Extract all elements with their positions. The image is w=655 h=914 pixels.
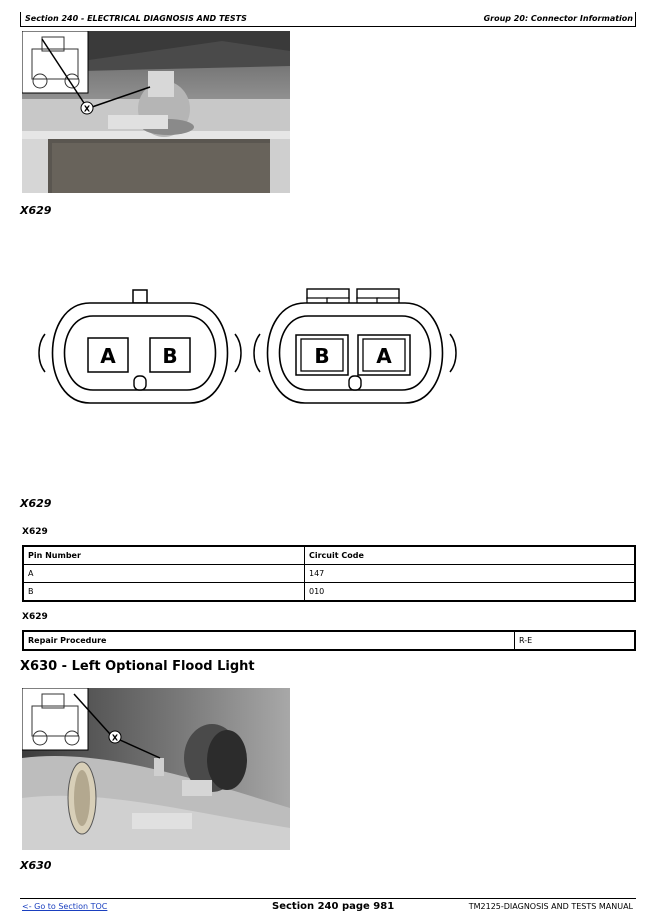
connector-face-terminal bbox=[39, 290, 241, 403]
photo2-callout: X bbox=[111, 733, 119, 743]
footer-page-number: Section 240 page 981 bbox=[272, 901, 395, 912]
circuit-cell: 010 bbox=[305, 583, 636, 602]
repair-procedure-header: Repair Procedure bbox=[23, 631, 515, 650]
photo-x630-illustration bbox=[22, 688, 290, 850]
left-pin-a: A bbox=[100, 344, 116, 368]
header-rule bbox=[20, 26, 636, 27]
photo-x630-location bbox=[22, 688, 290, 850]
section-title-x630: X630 - Left Optional Flood Light bbox=[20, 659, 255, 674]
pin-cell: B bbox=[23, 583, 305, 602]
connector-caption: X629 bbox=[20, 497, 52, 510]
table-row bbox=[23, 583, 635, 602]
connector-face-harness bbox=[254, 289, 456, 403]
pin-table-label: X629 bbox=[22, 527, 48, 537]
photo1-callout: X bbox=[83, 104, 91, 114]
footer-manual-title: TM2125-DIAGNOSIS AND TESTS MANUAL bbox=[468, 902, 633, 911]
header-rule-left bbox=[20, 12, 21, 27]
left-pin-b: B bbox=[162, 344, 178, 368]
pin-table-header-circuit: Circuit Code bbox=[305, 546, 636, 565]
header-section-title: Section 240 - ELECTRICAL DIAGNOSIS AND TESTS bbox=[25, 14, 247, 23]
photo2-caption: X630 bbox=[20, 859, 52, 872]
header-group-title: Group 20: Connector Information bbox=[483, 14, 633, 23]
table-row bbox=[23, 631, 635, 650]
right-pin-b: B bbox=[314, 344, 330, 368]
repair-table-label: X629 bbox=[22, 612, 48, 622]
pin-table bbox=[22, 545, 636, 602]
pin-cell: A bbox=[23, 565, 305, 583]
repair-procedure-link[interactable]: R-E bbox=[515, 631, 636, 650]
repair-table bbox=[22, 630, 636, 651]
pin-table-header-row bbox=[23, 546, 635, 565]
connector-diagram bbox=[35, 286, 460, 406]
header-rule-right bbox=[635, 12, 636, 27]
pin-table-header-pin: Pin Number bbox=[23, 546, 305, 565]
circuit-cell: 147 bbox=[305, 565, 636, 583]
right-pin-a: A bbox=[376, 344, 392, 368]
go-to-section-toc-link[interactable]: <- Go to Section TOC bbox=[22, 902, 108, 911]
table-row bbox=[23, 565, 635, 583]
photo1-caption: X629 bbox=[20, 204, 52, 217]
footer-rule bbox=[20, 898, 636, 899]
photo-x629-location bbox=[22, 31, 290, 193]
photo-x629-illustration bbox=[22, 31, 290, 193]
